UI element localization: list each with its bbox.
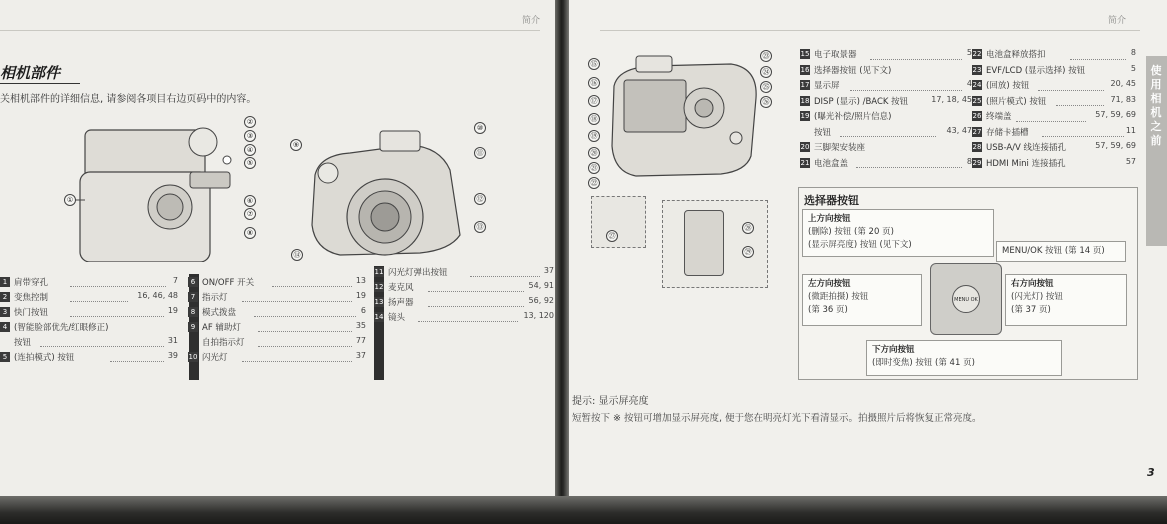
- callout-1: ①: [64, 194, 76, 206]
- list-item: 14 镜头 13, 120: [374, 311, 554, 323]
- list-item: 24 (回放) 按钮 20, 45: [972, 79, 1136, 91]
- tip-title: 提示: 显示屏亮度: [572, 396, 649, 407]
- list-item: 1 肩带穿孔 7: [0, 276, 178, 291]
- selector-panel-title: 选择器按钮: [804, 194, 859, 207]
- callout-25: ㉕: [760, 81, 772, 93]
- callout-16: ⑯: [588, 77, 600, 89]
- callout-5: ⑤: [244, 157, 256, 169]
- callout-11: ⑪: [474, 147, 486, 159]
- callout-28: ㉘: [742, 222, 754, 234]
- callout-21: ㉑: [588, 162, 600, 174]
- left-header-tab: 简介: [522, 16, 541, 26]
- callout-19: ⑲: [588, 130, 600, 142]
- list-item: 4 (智能脸部优先/红眼修正): [0, 321, 178, 336]
- left-button-box: 左方向按钮 (微距拍摄) 按钮 (第 36 页): [802, 274, 922, 326]
- list-item: 29 HDMI Mini 连接插孔 57: [972, 156, 1136, 169]
- callout-4: ④: [244, 144, 256, 156]
- list-item: 2 变焦控制 16, 46, 48: [0, 291, 178, 306]
- callout-6: ⑥: [244, 195, 256, 207]
- list-item: 26 终端盖 57, 59, 69: [972, 110, 1136, 122]
- callout-3: ③: [244, 130, 256, 142]
- list-item: 10 闪光灯 37: [188, 351, 366, 363]
- parts-list-col-4: [800, 48, 972, 172]
- list-item: 9 AF 辅助灯 35: [188, 321, 366, 336]
- list-item: 12 麦克风 54, 91: [374, 281, 554, 293]
- list-item: 8 模式拨盘 6: [188, 306, 366, 321]
- connector-panel: [684, 210, 724, 276]
- callout-8: ⑧: [244, 227, 256, 239]
- callout-22: ㉒: [588, 177, 600, 189]
- tip-body: 短暂按下 ※ 按钮可增加显示屏亮度, 便于您在明亮灯光下看清显示。拍摄照片后将恢复正常亮度。: [572, 413, 982, 424]
- callout-20: ⑳: [588, 147, 600, 159]
- list-item: 16 选择器按钮 (见下文): [800, 65, 892, 76]
- right-header-rule: [600, 30, 1140, 31]
- callout-10: ⑩: [474, 122, 486, 134]
- card-slot-inset: [591, 196, 646, 248]
- list-item: 按钮 31: [14, 336, 178, 348]
- callout-15: ⑮: [588, 58, 600, 70]
- list-item: 5 (连拍模式) 按钮 39: [0, 351, 178, 366]
- intro-text: 关相机部件的详细信息, 请参阅各项目右边页码中的内容。: [0, 94, 257, 105]
- list-item: 7 指示灯 19: [188, 291, 366, 306]
- list-item: 20 三脚架安装座: [800, 143, 866, 153]
- callout-2: ②: [244, 116, 256, 128]
- callout-17: ⑰: [588, 95, 600, 107]
- list-item: 15 电子取景器 5: [800, 48, 972, 60]
- list-item: 18 DISP (显示) /BACK 按钮 17, 18, 45: [800, 94, 972, 107]
- section-title: 相机部件: [0, 62, 80, 84]
- list-item: 27 存储卡插槽 11: [972, 125, 1136, 138]
- list-item: 11 闪光灯弹出按钮 37: [374, 266, 554, 278]
- list-item: 按钮 43, 47: [814, 125, 972, 138]
- list-item: 13 扬声器 56, 92: [374, 296, 554, 308]
- right-header-tab: 简介: [1108, 16, 1127, 26]
- callout-26: ㉖: [760, 96, 772, 108]
- callout-14: ⑭: [291, 249, 303, 261]
- list-item: 25 (照片模式) 按钮 71, 83: [972, 94, 1136, 107]
- parts-list-col-5: [972, 48, 1136, 172]
- parts-list-col-1: [0, 276, 178, 366]
- callout-7: ⑦: [244, 208, 256, 220]
- page-number: 3: [1147, 466, 1155, 479]
- list-item: 自拍指示灯 77: [202, 336, 366, 348]
- list-item: 3 快门按钮 19: [0, 306, 178, 321]
- callout-13: ⑬: [474, 221, 486, 233]
- camera-back-view-illustration: [596, 46, 786, 186]
- callout-23: ㉓: [760, 50, 772, 62]
- chapter-side-tab-label: 使用相机之前: [1150, 64, 1162, 147]
- callout-29: ㉙: [742, 246, 754, 258]
- list-item: 17 显示屏 4: [800, 79, 972, 91]
- left-header-rule: [0, 30, 540, 31]
- right-button-box: 右方向按钮 (闪光灯) 按钮 (第 37 页): [1005, 274, 1127, 326]
- menu-ok-pad-center: MENU OK: [952, 285, 980, 313]
- callout-12: ⑫: [474, 193, 486, 205]
- camera-front-view-illustration: [300, 125, 500, 265]
- callout-27: ㉗: [606, 230, 618, 242]
- down-button-box: 下方向按钮 (即时变焦) 按钮 (第 41 页): [866, 340, 1062, 376]
- list-item: 6 ON/OFF 开关 13: [188, 276, 366, 291]
- list-item: 28 USB-A/V 线连接插孔 57, 59, 69: [972, 141, 1136, 153]
- list-item: 21 电池盒盖 8: [800, 156, 972, 169]
- parts-list-col-3: [374, 266, 554, 326]
- callout-24: ㉔: [760, 66, 772, 78]
- list-item: 19 (曝光补偿/照片信息): [800, 112, 892, 122]
- up-button-box: 上方向按钮 (删除) 按钮 (第 20 页) (显示屏亮度) 按钮 (见下文): [802, 209, 994, 257]
- callout-18: ⑱: [588, 113, 600, 125]
- callout-9: ⑨: [290, 139, 302, 151]
- parts-list-col-2: [188, 276, 366, 366]
- list-item: 22 电池盒释放搭扣 8: [972, 48, 1136, 60]
- book-gutter: [555, 0, 569, 524]
- menu-ok-box: MENU/OK 按钮 (第 14 页): [996, 241, 1126, 262]
- page-bottom-shadow: [0, 496, 1167, 524]
- list-item: 23 EVF/LCD (显示选择) 按钮 5: [972, 63, 1136, 76]
